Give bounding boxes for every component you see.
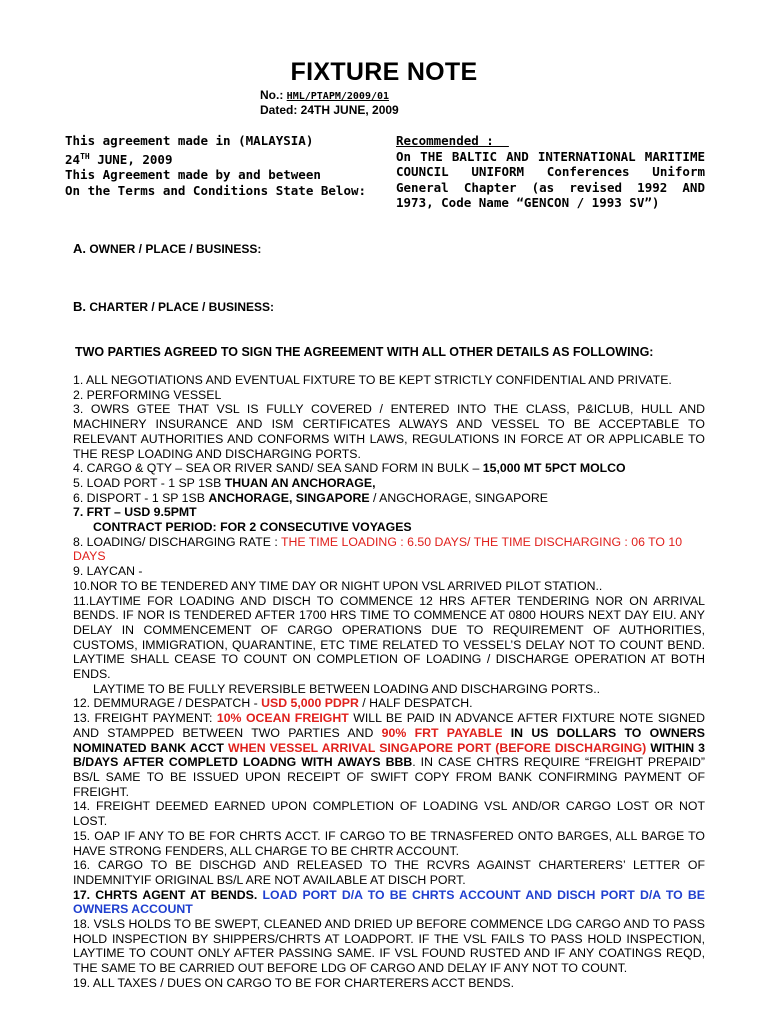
- agreed-heading: TWO PARTIES AGREED TO SIGN THE AGREEMENT WITH ALL OTHER DETAILS AS FOLLOWING:: [75, 345, 654, 359]
- terms-list: [73, 373, 705, 991]
- term-7: 7. FRT – USD 9.5PMT: [73, 505, 197, 520]
- term-11-laytime: LAYTIME TO BE FULLY REVERSIBLE BETWEEN LOADING AND DISCHARGING PORTS..: [93, 681, 601, 696]
- document-title: FIXTURE NOTE: [290, 58, 478, 86]
- term-9: 9. LAYCAN -: [73, 564, 143, 579]
- term-4: 4. CARGO & QTY – SEA OR RIVER SAND/ SEA SAND FORM IN BULK – 15,000 MT 5PCT MOLCO: [73, 461, 626, 476]
- recommended-block: [396, 133, 705, 211]
- term-18: 18. VSLS HOLDS TO BE SWEPT, CLEANED AND DRIED UP BEFORE COMMENCE LDG CARGO AND TO PASS HOLD INSPECTION BY SHIPPERS/CHRTS AT LOADPORT. IF THE VSL FAILS TO PASS HOLD INSPECTION, LAYTIME TO COUNT ONLY AFTER PASSING SAME. IF VSL FOUND RUSTED AND IF ANY COATINGS REQD, THE SAME TO BE CARRIED OUT BEFORE LDG OF CARGO AND DELAY IF ANY NOT TO COUNT.: [73, 917, 705, 976]
- intro-line-1: This agreement made in (MALAYSIA): [65, 133, 314, 148]
- term-1: 1. ALL NEGOTIATIONS AND EVENTUAL FIXTURE TO BE KEPT STRICTLY CONFIDENTIAL AND PRIVATE.: [73, 373, 672, 387]
- document-date: Dated: 24TH JUNE, 2009: [260, 103, 399, 117]
- term-7-contract: CONTRACT PERIOD: FOR 2 CONSECUTIVE VOYAGES: [93, 520, 412, 535]
- term-12: 12. DEMMURAGE / DESPATCH - USD 5,000 PDPR / HALF DESPATCH.: [73, 696, 473, 711]
- intro-line-2: 24TH JUNE, 2009: [65, 151, 173, 167]
- term-19: 19. ALL TAXES / DUES ON CARGO TO BE FOR CHARTERERS ACCT BENDS.: [73, 975, 514, 990]
- section-owner: A. OWNER / PLACE / BUSINESS:: [73, 241, 262, 256]
- term-3: 3. OWRS GTEE THAT VSL IS FULLY COVERED / ENTERED INTO THE CLASS, P&ICLUB, HULL AND MACHINERY INSURANCE AND ISM CERTIFICATES ALWAYS AND VESSEL TO BE ACCEPTABLE TO RELEVANT AUTHORITIES AND CONFORMS WITH LAWS, REGULATIONS IN FORCE AT OR APPLICABLE TO THE RESP LOADING AND DISCHARGING PORTS.: [73, 402, 705, 461]
- term-10: 10.NOR TO BE TENDERED ANY TIME DAY OR NIGHT UPON VSL ARRIVED PILOT STATION..: [73, 578, 603, 593]
- term-2: 2. PERFORMING VESSEL: [73, 387, 222, 402]
- term-5: 5. LOAD PORT - 1 SP 1SB THUAN AN ANCHORAGE,: [73, 475, 376, 490]
- term-11: 11.LAYTIME FOR LOADING AND DISCH TO COMMENCE 12 HRS AFTER TENDERING NOR ON ARRIVAL BENDS. IF NOR IS TENDERED AFTER 1700 HRS TIME TO COMMENCE AT 0800 HOURS NEXT DAY EIU. ANY DELAY IN COMMENCEMENT OF CARGO OPERATIONS DUE TO REQUIREMENT OF AUTHORITIES, CUSTOMS, IMMIGRATION, QUARANTINE, ETC TIME RELATED TO VESSEL’S DELAY NOT TO COUNT BEND. LAYTIME SHALL CEASE TO COUNT ON COMPLETION OF LOADING / DISCHARGE OPERATION AT BOTH ENDS.: [73, 593, 705, 682]
- intro-line-4: On the Terms and Conditions State Below:: [65, 182, 367, 198]
- reference-number: [260, 88, 389, 102]
- term-17: 17. CHRTS AGENT AT BENDS. LOAD PORT D/A TO BE CHRTS ACCOUNT AND DISCH PORT D/A TO BE OWNERS ACCOUNT: [73, 887, 705, 917]
- term-15: 15. OAP IF ANY TO BE FOR CHRTS ACCT. IF CARGO TO BE TRNASFERED ONTO BARGES, ALL BARGE TO HAVE STRONG FENDERS, ALL CHARGE TO BE CHRTR ACCOUNT.: [73, 828, 705, 858]
- term-16: 16. CARGO TO BE DISCHGD AND RELEASED TO THE RCVRS AGAINST CHARTERERS’ LETTER OF INDEMNITYIF ORIGINAL BS/L ARE NOT AVAILABLE AT DISCH PORT.: [73, 858, 705, 887]
- reference-label: No.:: [260, 88, 284, 102]
- reference-value: HML/PTAPM/2009/01: [286, 91, 390, 102]
- intro-line-3: This Agreement made by and between: [65, 167, 321, 183]
- term-13: 13. FREIGHT PAYMENT: 10% OCEAN FREIGHT WILL BE PAID IN ADVANCE AFTER FIXTURE NOTE SIGNED AND STAMPPED BETWEEN TWO PARTIES AND 90% FRT PAYABLE IN US DOLLARS TO OWNERS NOMINATED BANK ACCT WHEN VESSEL ARRIVAL SINGAPORE PORT (BEFORE DISCHARGING) WITHIN 3 B/DAYS AFTER COMPLETD LOADNG WITH AWAYS BBB. IN CASE CHTRS REQUIRE “FREIGHT PREPAID” BS/L SAME TO BE ISSUED UPON RECEIPT OF SWIFT COPY FROM BANK CONFIRMING PAYMENT OF FREIGHT.: [73, 711, 706, 799]
- recommended-heading: Recommended :: [396, 133, 509, 148]
- term-14: 14. FREIGHT DEEMED EARNED UPON COMPLETION OF LOADING VSL AND/OR CARGO LOST OR NOT LOST.: [73, 799, 705, 829]
- term-6: 6. DISPORT - 1 SP 1SB ANCHORAGE, SINGAPORE / ANGCHORAGE, SINGAPORE: [73, 490, 548, 505]
- recommended-body: On THE BALTIC AND INTERNATIONAL MARITIME COUNCIL UNIFORM Conferences Uniform General Chapter (as revised 1992 AND 1973, Code Name “GENCON / 1993 SV”): [396, 148, 705, 210]
- term-8: 8. LOADING/ DISCHARGING RATE : THE TIME LOADING : 6.50 DAYS/ THE TIME DISCHARGING : 06 TO 10 DAYS: [73, 534, 683, 564]
- agreement-intro: [65, 133, 366, 198]
- section-charter: B. CHARTER / PLACE / BUSINESS:: [73, 299, 275, 314]
